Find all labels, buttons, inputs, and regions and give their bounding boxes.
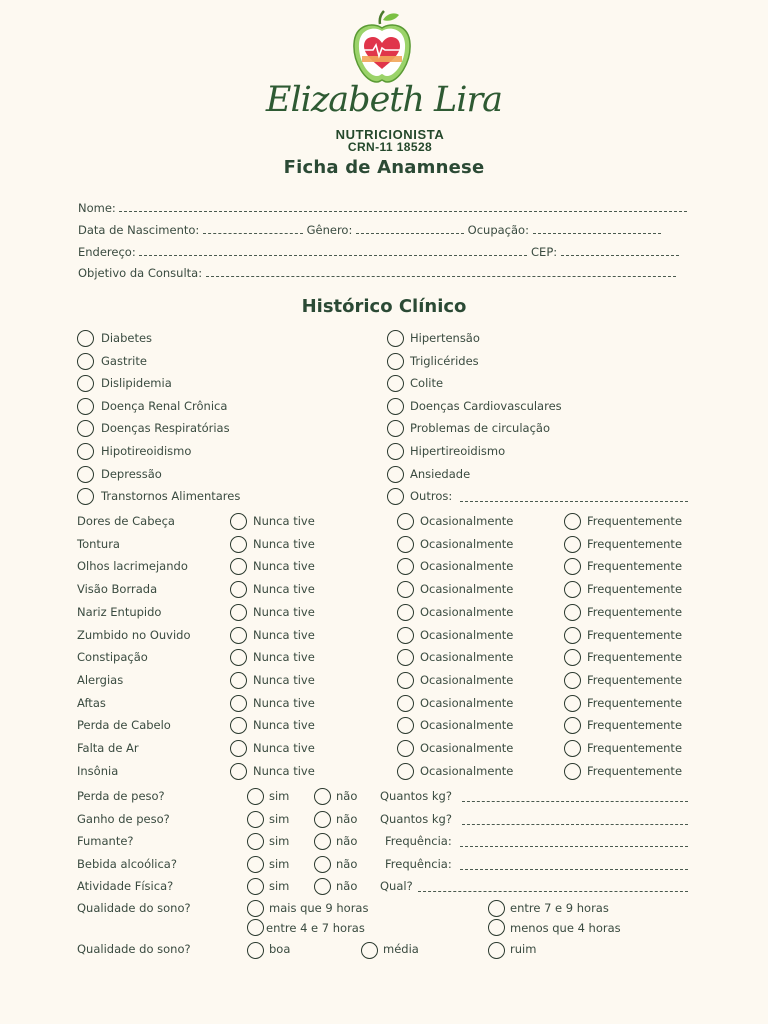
sleep-quality-label: Qualidade do sono? [77, 942, 191, 956]
sleep-quality-option: boa [269, 942, 291, 956]
condition-checkbox[interactable] [387, 330, 404, 347]
frequency-label: Ocasionalmente [420, 672, 514, 687]
sleep-hours-option: entre 4 e 7 horas [266, 921, 365, 935]
yes-label: sim [269, 834, 290, 849]
frequency-radio[interactable] [564, 695, 581, 712]
condition-checkbox[interactable] [387, 488, 404, 505]
frequency-label: Nunca tive [253, 650, 315, 665]
frequency-label: Nunca tive [253, 582, 315, 597]
frequency-label: Nunca tive [253, 695, 315, 710]
condition-label: Hipertensão [410, 331, 480, 345]
yes-radio[interactable] [247, 833, 264, 850]
extra-input-line[interactable] [462, 824, 688, 825]
frequency-label: Ocasionalmente [420, 559, 514, 574]
frequency-radio[interactable] [397, 513, 414, 530]
yes-radio[interactable] [247, 878, 264, 895]
condition-label: Hipertireoidismo [410, 444, 506, 458]
no-radio[interactable] [314, 788, 331, 805]
frequency-label: Ocasionalmente [420, 650, 514, 665]
symptom-label: Alergias [77, 672, 124, 687]
yes-label: sim [269, 811, 290, 826]
extra-label: Quantos kg? [380, 789, 452, 803]
no-label: não [336, 879, 358, 894]
yes-radio[interactable] [247, 811, 264, 828]
field-row-3 [78, 246, 679, 259]
frequency-label: Frequentemente [587, 559, 683, 574]
condition-label: Problemas de circulação [410, 421, 550, 436]
condition-checkbox[interactable] [77, 330, 94, 347]
extra-input-line[interactable] [460, 846, 688, 847]
cep-input-line[interactable] [561, 246, 679, 256]
frequency-label: Ocasionalmente [420, 763, 514, 778]
symptom-label: Zumbido no Ouvido [77, 627, 191, 642]
frequency-radio[interactable] [230, 763, 247, 780]
frequency-radio[interactable] [397, 717, 414, 734]
form-title: Ficha de Anamnese [283, 157, 485, 178]
objetivo-label: Objetivo da Consulta: [78, 266, 203, 280]
sleep-hours-option: mais que 9 horas [269, 901, 369, 915]
frequency-label: Frequentemente [587, 650, 683, 665]
frequency-radio[interactable] [564, 627, 581, 644]
frequency-label: Nunca tive [253, 627, 315, 642]
frequency-radio[interactable] [230, 604, 247, 621]
no-label: não [336, 834, 358, 849]
frequency-label: Ocasionalmente [420, 627, 514, 642]
extra-label: Quantos kg? [380, 811, 452, 826]
condition-checkbox[interactable] [387, 375, 404, 392]
symptom-label: Falta de Ar [77, 741, 139, 755]
symptom-label: Aftas [77, 695, 106, 710]
condition-checkbox[interactable] [77, 443, 94, 460]
condition-checkbox[interactable] [77, 398, 94, 415]
sleep-hours-label: Qualidade do sono? [77, 901, 191, 915]
outros-input-line[interactable] [460, 501, 688, 502]
symptom-label: Nariz Entupido [77, 604, 162, 619]
condition-label: Dislipidemia [101, 376, 172, 391]
frequency-label: Ocasionalmente [420, 695, 514, 710]
frequency-radio[interactable] [397, 627, 414, 644]
brand-name: Elizabeth Lira [265, 80, 503, 120]
frequency-label: Frequentemente [587, 695, 683, 710]
sleep-quality-radio[interactable] [488, 942, 505, 959]
frequency-radio[interactable] [230, 740, 247, 757]
field-objetivo [78, 267, 676, 280]
ocupacao-label: Ocupação: [467, 223, 529, 237]
frequency-label: Ocasionalmente [420, 741, 514, 755]
condition-checkbox[interactable] [387, 420, 404, 437]
no-label: não [336, 856, 358, 871]
frequency-label: Frequentemente [587, 536, 683, 551]
frequency-radio[interactable] [564, 604, 581, 621]
frequency-radio[interactable] [230, 513, 247, 530]
frequency-radio[interactable] [397, 649, 414, 666]
sleep-quality-radio[interactable] [361, 942, 378, 959]
extra-input-line[interactable] [418, 891, 688, 892]
frequency-radio[interactable] [564, 536, 581, 553]
sleep-quality-option: média [383, 942, 419, 956]
yes-label: sim [269, 856, 290, 871]
condition-checkbox[interactable] [77, 466, 94, 483]
condition-label: Colite [410, 376, 444, 391]
yes-radio[interactable] [247, 856, 264, 873]
question-label: Fumante? [77, 834, 134, 849]
question-label: Bebida alcoólica? [77, 856, 177, 871]
frequency-radio[interactable] [230, 627, 247, 644]
extra-label: Frequência: [385, 834, 452, 849]
frequency-radio[interactable] [397, 672, 414, 689]
yes-radio[interactable] [247, 788, 264, 805]
no-label: não [336, 789, 358, 803]
cep-label: CEP: [531, 245, 558, 259]
frequency-label: Ocasionalmente [420, 718, 514, 733]
frequency-label: Frequentemente [587, 672, 683, 687]
frequency-label: Frequentemente [587, 718, 683, 733]
frequency-radio[interactable] [397, 581, 414, 598]
condition-checkbox[interactable] [387, 398, 404, 415]
frequency-label: Ocasionalmente [420, 582, 514, 597]
frequency-radio[interactable] [564, 581, 581, 598]
condition-checkbox[interactable] [77, 488, 94, 505]
frequency-radio[interactable] [230, 695, 247, 712]
frequency-label: Nunca tive [253, 763, 315, 778]
condition-checkbox[interactable] [387, 353, 404, 370]
frequency-label: Nunca tive [253, 514, 315, 528]
condition-label: Doença Renal Crônica [101, 398, 228, 413]
no-radio[interactable] [314, 811, 331, 828]
frequency-label: Nunca tive [253, 536, 315, 551]
no-radio[interactable] [314, 856, 331, 873]
condition-label: Hipotireoidismo [101, 444, 192, 458]
endereco-label: Endereço: [78, 245, 136, 259]
frequency-radio[interactable] [397, 558, 414, 575]
frequency-label: Frequentemente [587, 763, 683, 778]
endereco-input-line[interactable] [139, 246, 527, 256]
ocupacao-input-line[interactable] [533, 224, 661, 234]
frequency-label: Nunca tive [253, 604, 315, 619]
frequency-label: Nunca tive [253, 559, 315, 574]
sleep-hours-radio[interactable] [488, 919, 505, 936]
frequency-radio[interactable] [397, 604, 414, 621]
symptom-label: Tontura [77, 536, 120, 551]
condition-checkbox[interactable] [77, 420, 94, 437]
apple-heart-logo [349, 10, 415, 86]
frequency-label: Frequentemente [587, 514, 683, 528]
condition-checkbox[interactable] [387, 466, 404, 483]
symptom-label: Olhos lacrimejando [77, 559, 188, 574]
genero-input-line[interactable] [356, 224, 464, 234]
condition-label: Doenças Cardiovasculares [410, 398, 562, 413]
frequency-label: Ocasionalmente [420, 514, 514, 528]
condition-label: Ansiedade [410, 466, 471, 481]
symptom-label: Constipação [77, 650, 148, 665]
sleep-quality-option: ruim [510, 942, 537, 956]
frequency-radio[interactable] [230, 717, 247, 734]
section-title: Histórico Clínico [301, 296, 467, 317]
no-radio[interactable] [314, 878, 331, 895]
frequency-radio[interactable] [397, 536, 414, 553]
frequency-radio[interactable] [564, 513, 581, 530]
frequency-label: Frequentemente [587, 627, 683, 642]
symptom-label: Visão Borrada [77, 582, 158, 597]
frequency-radio[interactable] [230, 672, 247, 689]
no-label: não [336, 811, 358, 826]
frequency-label: Frequentemente [587, 604, 683, 619]
frequency-label: Nunca tive [253, 672, 315, 687]
no-radio[interactable] [314, 833, 331, 850]
frequency-radio[interactable] [564, 558, 581, 575]
frequency-radio[interactable] [397, 695, 414, 712]
sleep-hours-radio[interactable] [247, 900, 264, 917]
frequency-radio[interactable] [230, 536, 247, 553]
brand-crn: CRN-11 18528 [347, 140, 433, 154]
frequency-radio[interactable] [230, 649, 247, 666]
condition-label: Outros: [410, 489, 453, 504]
objetivo-input-line[interactable] [206, 267, 676, 277]
sleep-hours-option: entre 7 e 9 horas [510, 901, 609, 915]
nome-input-line[interactable] [119, 202, 687, 212]
frequency-radio[interactable] [564, 763, 581, 780]
frequency-label: Frequentemente [587, 582, 683, 597]
condition-label: Triglicérides [410, 353, 479, 368]
condition-label: Depressão [101, 466, 162, 481]
question-label: Perda de peso? [77, 789, 165, 803]
frequency-radio[interactable] [397, 763, 414, 780]
frequency-label: Ocasionalmente [420, 604, 514, 619]
frequency-radio[interactable] [564, 740, 581, 757]
frequency-radio[interactable] [564, 649, 581, 666]
frequency-label: Ocasionalmente [420, 536, 514, 551]
nascimento-input-line[interactable] [203, 224, 303, 234]
condition-label: Diabetes [101, 331, 153, 345]
field-nome [78, 202, 687, 215]
field-row-2 [78, 224, 661, 237]
question-label: Ganho de peso? [77, 811, 170, 826]
frequency-radio[interactable] [230, 581, 247, 598]
condition-checkbox[interactable] [77, 375, 94, 392]
yes-label: sim [269, 879, 290, 894]
extra-input-line[interactable] [462, 801, 688, 802]
symptom-label: Insônia [77, 763, 119, 778]
frequency-label: Frequentemente [587, 741, 683, 755]
extra-input-line[interactable] [460, 869, 688, 870]
frequency-label: Nunca tive [253, 718, 315, 733]
frequency-radio[interactable] [230, 558, 247, 575]
condition-checkbox[interactable] [387, 443, 404, 460]
symptom-label: Perda de Cabelo [77, 718, 171, 733]
frequency-label: Nunca tive [253, 741, 315, 755]
condition-checkbox[interactable] [77, 353, 94, 370]
condition-label: Doenças Respiratórias [101, 421, 230, 436]
nascimento-label: Data de Nascimento: [78, 223, 200, 237]
sleep-hours-radio[interactable] [488, 900, 505, 917]
question-label: Atividade Física? [77, 879, 174, 894]
condition-label: Transtornos Alimentares [101, 489, 241, 504]
condition-label: Gastrite [101, 353, 147, 368]
genero-label: Gênero: [306, 223, 353, 237]
sleep-quality-radio[interactable] [247, 942, 264, 959]
frequency-radio[interactable] [564, 672, 581, 689]
nome-label: Nome: [78, 201, 116, 215]
sleep-hours-option: menos que 4 horas [510, 921, 621, 935]
sleep-hours-radio[interactable] [247, 919, 264, 936]
extra-label: Frequência: [385, 856, 452, 871]
extra-label: Qual? [380, 879, 413, 894]
frequency-radio[interactable] [564, 717, 581, 734]
brand-title: NUTRICIONISTA [335, 127, 445, 142]
frequency-radio[interactable] [397, 740, 414, 757]
symptom-label: Dores de Cabeça [77, 514, 175, 528]
yes-label: sim [269, 789, 290, 803]
